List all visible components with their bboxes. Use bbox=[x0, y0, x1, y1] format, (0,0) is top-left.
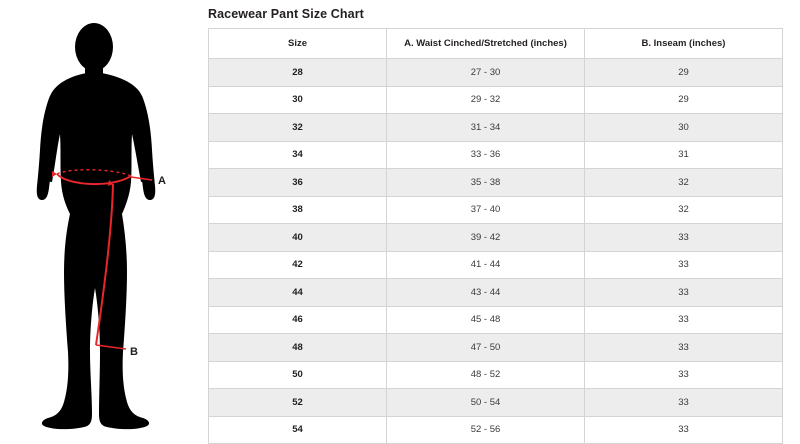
cell-size: 42 bbox=[209, 251, 387, 279]
cell-waist: 52 - 56 bbox=[387, 416, 585, 444]
cell-inseam: 33 bbox=[585, 361, 783, 389]
cell-size: 32 bbox=[209, 114, 387, 142]
cell-waist: 48 - 52 bbox=[387, 361, 585, 389]
table-row bbox=[209, 361, 783, 389]
table-row bbox=[209, 389, 783, 417]
column-header-inseam: B. Inseam (inches) bbox=[585, 29, 783, 59]
male-body-silhouette-icon bbox=[0, 0, 200, 439]
table-row bbox=[209, 141, 783, 169]
column-header-waist: A. Waist Cinched/Stretched (inches) bbox=[387, 29, 585, 59]
cell-waist: 37 - 40 bbox=[387, 196, 585, 224]
cell-size: 50 bbox=[209, 361, 387, 389]
cell-inseam: 33 bbox=[585, 251, 783, 279]
table-header-row bbox=[209, 29, 783, 59]
cell-inseam: 33 bbox=[585, 416, 783, 444]
table-row bbox=[209, 251, 783, 279]
cell-inseam: 29 bbox=[585, 59, 783, 87]
cell-size: 36 bbox=[209, 169, 387, 197]
cell-inseam: 33 bbox=[585, 334, 783, 362]
cell-size: 38 bbox=[209, 196, 387, 224]
cell-inseam: 30 bbox=[585, 114, 783, 142]
label-a: A bbox=[158, 175, 166, 187]
page-title: Racewear Pant Size Chart bbox=[208, 7, 364, 21]
cell-waist: 45 - 48 bbox=[387, 306, 585, 334]
cell-waist: 43 - 44 bbox=[387, 279, 585, 307]
table-row bbox=[209, 59, 783, 87]
label-b: B bbox=[130, 346, 138, 358]
cell-waist: 33 - 36 bbox=[387, 141, 585, 169]
cell-waist: 50 - 54 bbox=[387, 389, 585, 417]
cell-waist: 35 - 38 bbox=[387, 169, 585, 197]
table-row bbox=[209, 306, 783, 334]
cell-waist: 29 - 32 bbox=[387, 86, 585, 114]
table-row bbox=[209, 279, 783, 307]
table-row bbox=[209, 334, 783, 362]
cell-size: 34 bbox=[209, 141, 387, 169]
size-chart-table bbox=[208, 28, 783, 444]
cell-size: 44 bbox=[209, 279, 387, 307]
cell-inseam: 32 bbox=[585, 196, 783, 224]
cell-inseam: 29 bbox=[585, 86, 783, 114]
table-row bbox=[209, 196, 783, 224]
cell-size: 48 bbox=[209, 334, 387, 362]
table-row bbox=[209, 169, 783, 197]
table-row bbox=[209, 224, 783, 252]
cell-waist: 47 - 50 bbox=[387, 334, 585, 362]
cell-inseam: 31 bbox=[585, 141, 783, 169]
body-figure-panel bbox=[0, 0, 200, 439]
cell-waist: 39 - 42 bbox=[387, 224, 585, 252]
cell-waist: 41 - 44 bbox=[387, 251, 585, 279]
cell-size: 54 bbox=[209, 416, 387, 444]
table-row bbox=[209, 86, 783, 114]
cell-size: 52 bbox=[209, 389, 387, 417]
cell-inseam: 33 bbox=[585, 389, 783, 417]
cell-inseam: 33 bbox=[585, 279, 783, 307]
column-header-size: Size bbox=[209, 29, 387, 59]
table-body bbox=[209, 59, 783, 444]
cell-inseam: 33 bbox=[585, 306, 783, 334]
cell-inseam: 32 bbox=[585, 169, 783, 197]
cell-size: 46 bbox=[209, 306, 387, 334]
cell-waist: 27 - 30 bbox=[387, 59, 585, 87]
table-row bbox=[209, 416, 783, 444]
cell-inseam: 33 bbox=[585, 224, 783, 252]
cell-waist: 31 - 34 bbox=[387, 114, 585, 142]
cell-size: 30 bbox=[209, 86, 387, 114]
cell-size: 40 bbox=[209, 224, 387, 252]
cell-size: 28 bbox=[209, 59, 387, 87]
table-row bbox=[209, 114, 783, 142]
size-chart-panel bbox=[200, 0, 800, 439]
